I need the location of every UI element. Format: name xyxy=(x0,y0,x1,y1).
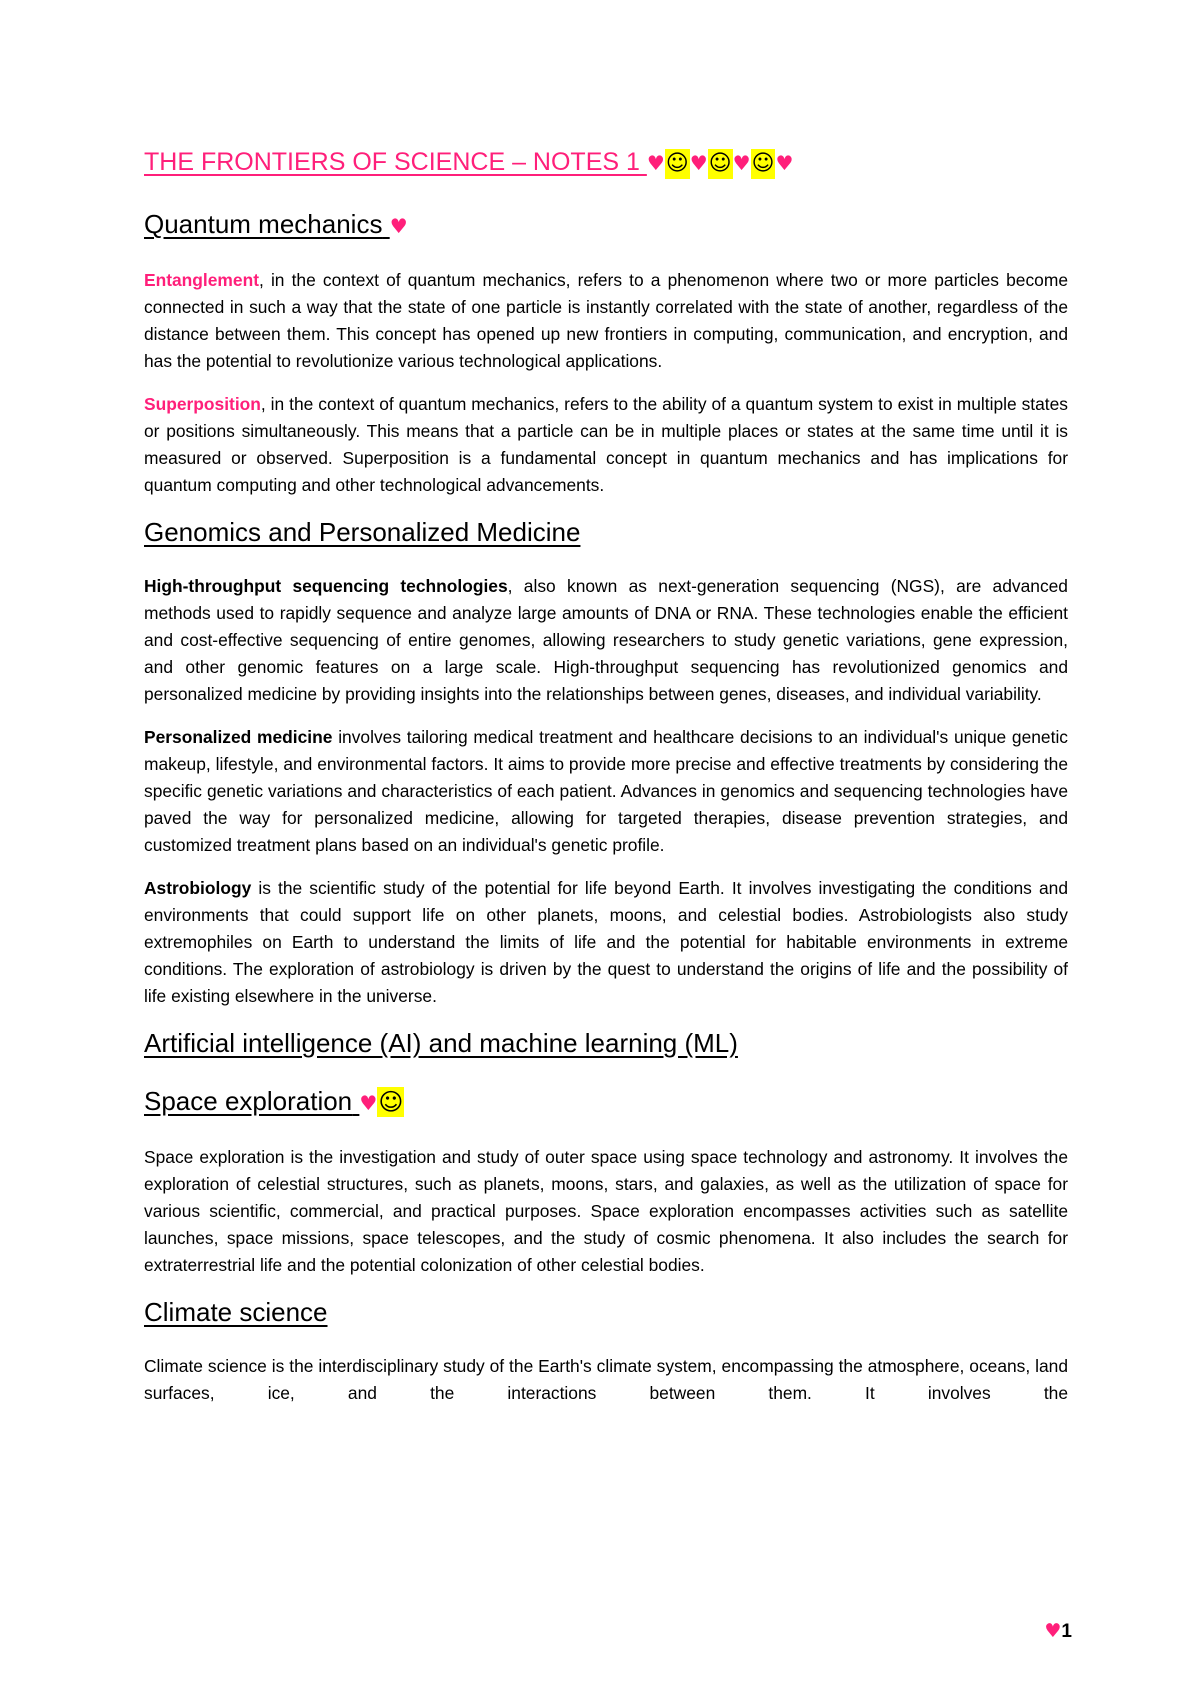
term-personalized-medicine: Personalized medicine xyxy=(144,727,333,747)
heading-text: Genomics and Personalized Medicine xyxy=(144,517,581,547)
smiley-icon: ☺ xyxy=(665,149,690,179)
term-high-throughput: High-throughput sequencing technologies xyxy=(144,576,508,596)
heading-ai-ml xyxy=(144,1026,1068,1060)
heart-icon: ♥ xyxy=(359,1091,378,1115)
paragraph-high-throughput xyxy=(144,573,1068,708)
term-astrobiology: Astrobiology xyxy=(144,878,252,898)
heart-icon: ♥ xyxy=(732,151,751,175)
term-entanglement: Entanglement xyxy=(144,270,259,290)
paragraph-entanglement xyxy=(144,267,1068,375)
smiley-icon: ☺ xyxy=(378,1088,404,1116)
heading-space-exploration xyxy=(144,1084,1068,1120)
heading-climate-science xyxy=(144,1295,1068,1329)
smiley-icon: ☺ xyxy=(751,149,776,179)
paragraph-text: Space exploration is the investigation and study of outer space using space technology and astronomy. It involves the exploration of celestial structures, such as planets, moons, stars, and galaxies, as well as the utilization of space for various scientific, commercial, and practical purposes. Space exploration encompasses activities such as satellite launches, space missions, space telescopes, and the study of cosmic phenomena. It also includes the search for extraterrestrial life and the potential colonization of other celestial bodies. xyxy=(144,1147,1068,1275)
heart-icon: ♥ xyxy=(775,151,794,175)
heart-icon: ♥ xyxy=(689,151,708,175)
page-number-text: 1 xyxy=(1061,1621,1072,1642)
page-title xyxy=(144,146,1068,179)
paragraph-text: Climate science is the interdisciplinary study of the Earth's climate system, encompassing the atmosphere, oceans, land surfaces, ice, and the interactions between them. It involves the xyxy=(144,1356,1068,1403)
paragraph-text: is the scientific study of the potential for life beyond Earth. It involves investigating the conditions and environments that could support life on other planets, moons, and celestial bodies. Astrobiologists also study extremophiles on Earth to understand the limits of life and the potential for habitable environments in extreme conditions. The exploration of astrobiology is driven by the quest to understand the origins of life and the possibility of life existing elsewhere in the universe. xyxy=(144,878,1068,1006)
page-number xyxy=(1044,1620,1072,1643)
document-content xyxy=(144,146,1068,1423)
heading-text: Space exploration xyxy=(144,1086,353,1116)
paragraph-astrobiology xyxy=(144,875,1068,1010)
paragraph-climate-science xyxy=(144,1353,1068,1407)
heading-text: Climate science xyxy=(144,1297,328,1327)
heading-quantum-mechanics xyxy=(144,207,1068,243)
paragraph-text: , in the context of quantum mechanics, refers to a phenomenon where two or more particles become connected in such a way that the state of one particle is instantly correlated with the state of another, regardless of the distance between them. This concept has opened up new frontiers in computing, communication, and encryption, and has the potential to revolutionize various technological applications. xyxy=(144,270,1068,371)
heart-icon: ♥ xyxy=(646,151,665,175)
paragraph-text: , in the context of quantum mechanics, refers to the ability of a quantum system to exist in multiple states or positions simultaneously. This means that a particle can be in multiple places or states at the same time until it is measured or observed. Superposition is a fundamental concept in quantum mechanics and has implications for quantum computing and other technological advancements. xyxy=(144,394,1068,495)
paragraph-text: involves tailoring medical treatment and healthcare decisions to an individual's unique genetic makeup, lifestyle, and environmental factors. It aims to provide more precise and effective treatments by considering the specific genetic variations and characteristics of each patient. Advances in genomics and sequencing technologies have paved the way for personalized medicine, allowing for targeted therapies, disease prevention strategies, and customized treatment plans based on an individual's genetic profile. xyxy=(144,727,1068,855)
paragraph-superposition xyxy=(144,391,1068,499)
heading-text: Artificial intelligence (AI) and machine learning (ML) xyxy=(144,1028,738,1058)
title-text: THE FRONTIERS OF SCIENCE – NOTES 1 xyxy=(144,148,640,176)
term-superposition: Superposition xyxy=(144,394,261,414)
heading-genomics xyxy=(144,515,1068,549)
heart-icon: ♥ xyxy=(389,214,408,238)
heart-icon: ♥ xyxy=(1044,1620,1062,1642)
paragraph-personalized-medicine xyxy=(144,724,1068,859)
smiley-icon: ☺ xyxy=(708,149,733,179)
heading-text: Quantum mechanics xyxy=(144,209,383,239)
paragraph-text: , also known as next-generation sequencing (NGS), are advanced methods used to rapidly sequence and analyze large amounts of DNA or RNA. These technologies enable the efficient and cost-effective sequencing of entire genomes, allowing researchers to study genetic variations, gene expression, and other genomic features on a large scale. High-throughput sequencing has revolutionized genomics and personalized medicine by providing insights into the relationships between genes, diseases, and individual variability. xyxy=(144,576,1068,704)
paragraph-space-exploration xyxy=(144,1144,1068,1279)
